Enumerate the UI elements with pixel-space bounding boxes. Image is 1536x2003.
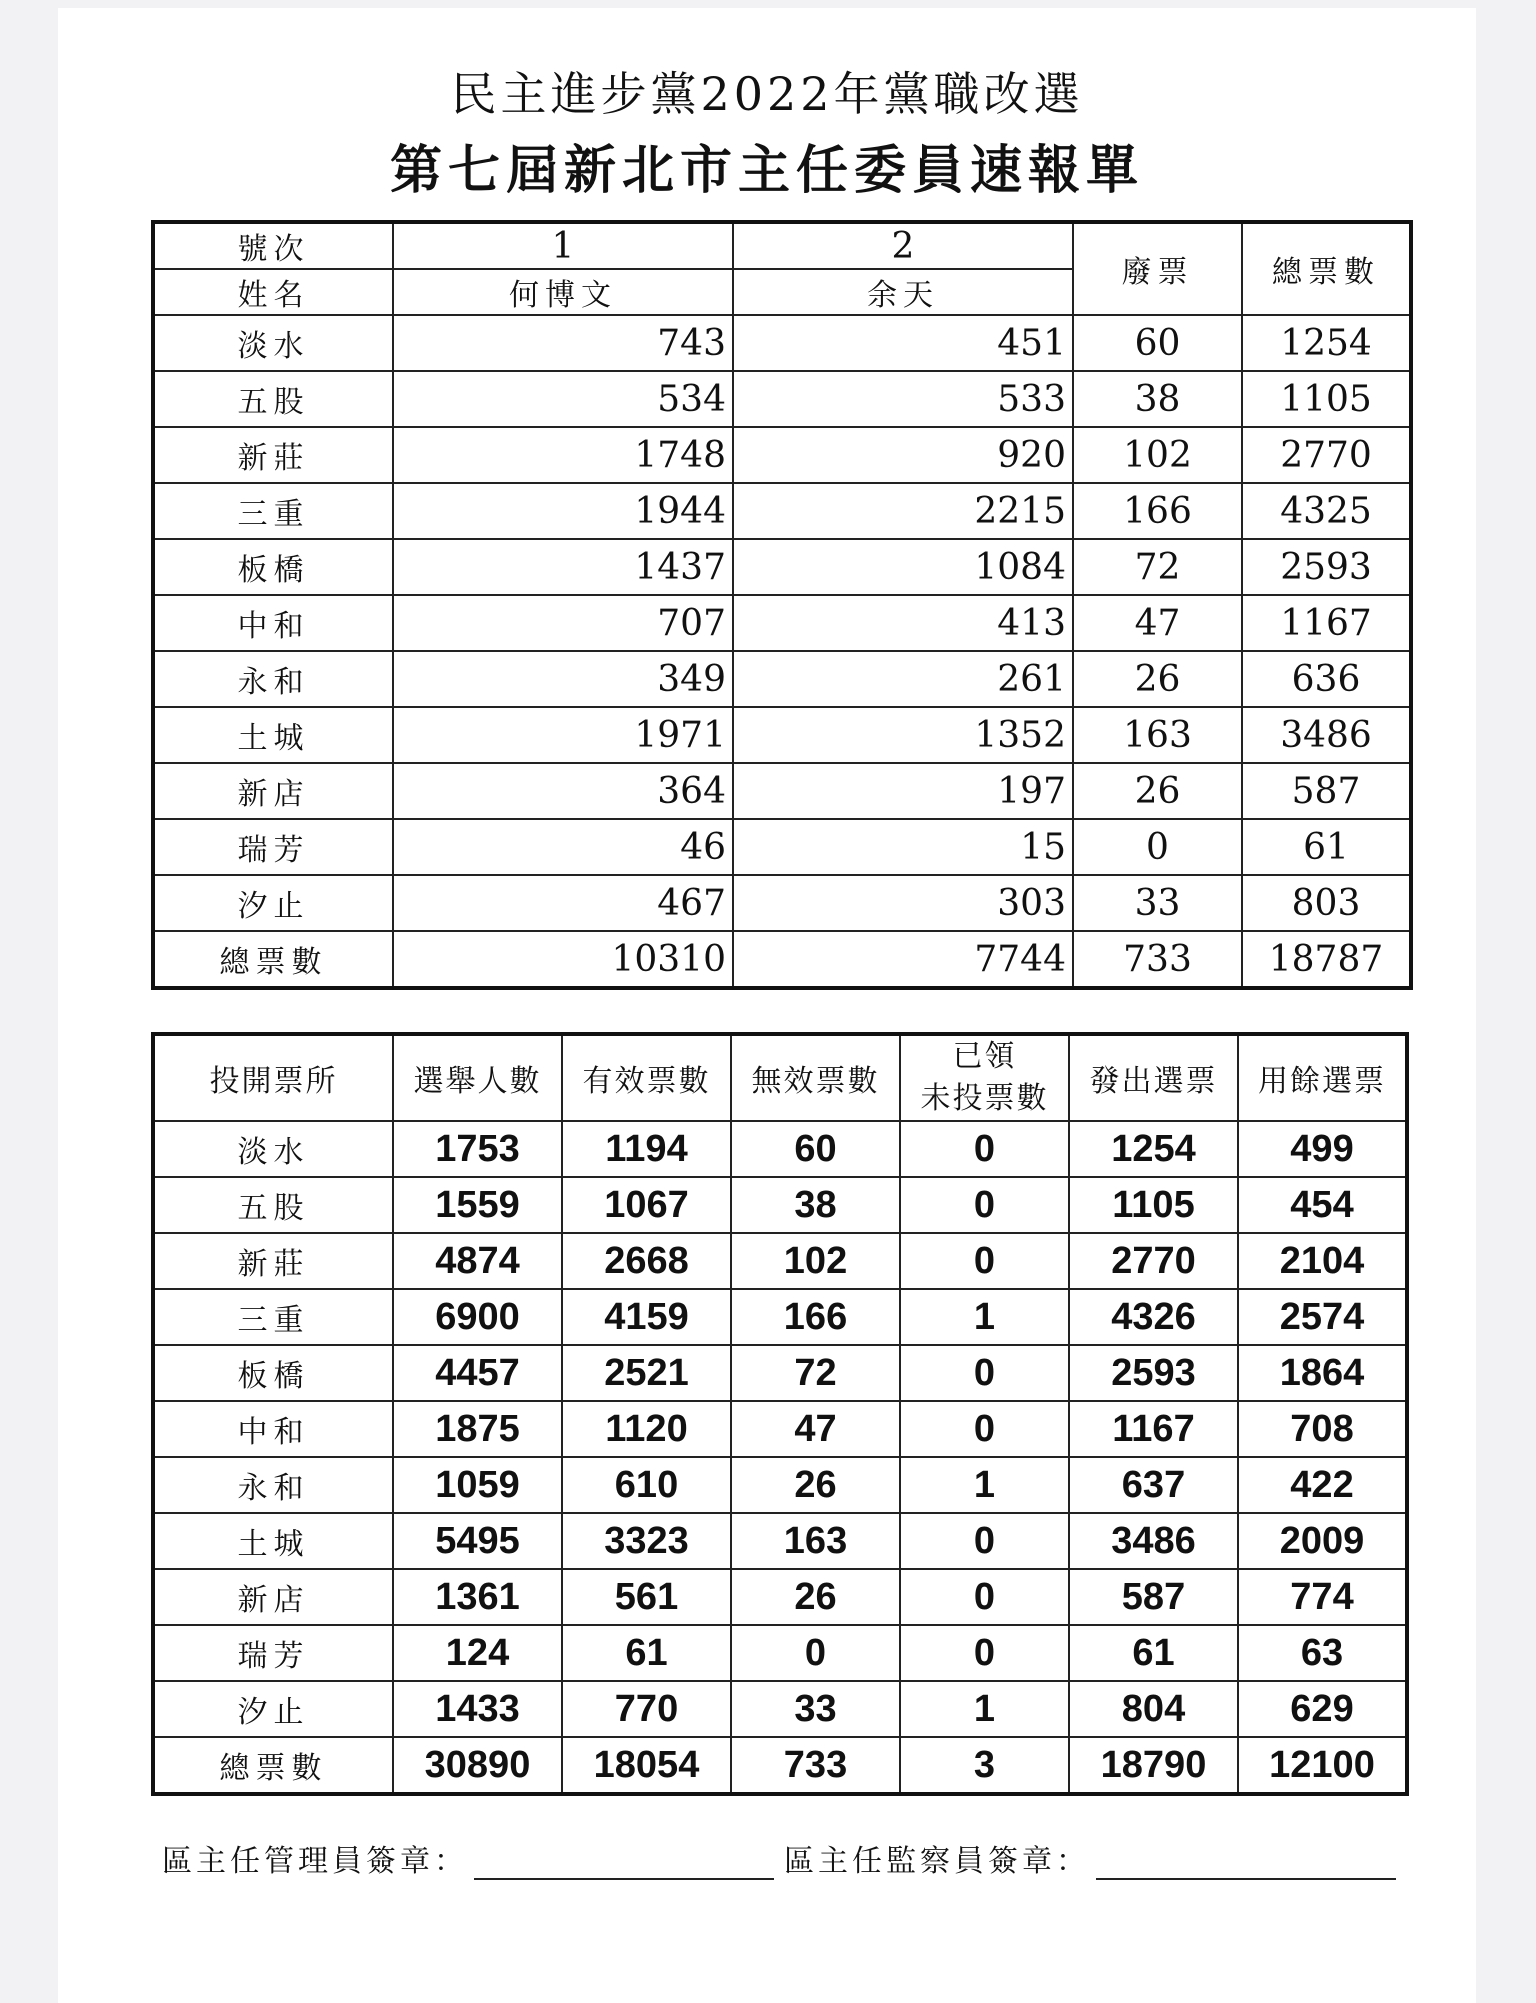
unvoted-cell: 0: [900, 1233, 1069, 1289]
unvoted-header-line1: 已領: [952, 1039, 1017, 1074]
issued-cell: 2770: [1069, 1233, 1238, 1289]
ballot-summary-table: [151, 1032, 1409, 1796]
total-votes: 2770: [1242, 427, 1411, 483]
unvoted-cell: 0: [900, 1401, 1069, 1457]
station-cell: 新莊: [153, 1233, 393, 1289]
supervisor-signature-label: 區主任監察員簽章：: [784, 1844, 1090, 1879]
table-row: [153, 315, 1411, 371]
total-votes: 587: [1242, 763, 1411, 819]
unvoted-cell: 0: [900, 1569, 1069, 1625]
invalid-votes: 163: [1073, 707, 1242, 763]
remaining-cell: 2009: [1238, 1513, 1407, 1569]
candidate1-number: 1: [393, 222, 733, 269]
voters-cell: 1059: [393, 1457, 562, 1513]
district-cell: 新店: [153, 763, 393, 819]
station-cell: 五股: [153, 1177, 393, 1233]
header-number-row: [153, 222, 1411, 269]
issued-cell: 2593: [1069, 1345, 1238, 1401]
candidate1-votes: 46: [393, 819, 733, 875]
candidate2-votes: 413: [733, 595, 1073, 651]
valid-cell: 1194: [562, 1121, 731, 1177]
invalid-votes: 733: [1073, 931, 1242, 988]
voters-cell: 4457: [393, 1345, 562, 1401]
invalid-cell: 163: [731, 1513, 900, 1569]
district-cell: 中和: [153, 595, 393, 651]
station-header: 投開票所: [153, 1034, 393, 1121]
invalid-cell: 72: [731, 1345, 900, 1401]
invalid-cell: 26: [731, 1569, 900, 1625]
valid-cell: 2521: [562, 1345, 731, 1401]
invalid-cell: 47: [731, 1401, 900, 1457]
district-cell: 新莊: [153, 427, 393, 483]
total-votes: 18787: [1242, 931, 1411, 988]
issued-cell: 637: [1069, 1457, 1238, 1513]
voters-cell: 30890: [393, 1737, 562, 1794]
candidate1-name: 何博文: [393, 269, 733, 315]
valid-header: 有效票數: [562, 1034, 731, 1121]
candidate2-votes: 15: [733, 819, 1073, 875]
admin-signature-label: 區主任管理員簽章：: [162, 1844, 468, 1879]
district-cell: 總票數: [153, 931, 393, 988]
remaining-cell: 629: [1238, 1681, 1407, 1737]
total-votes: 61: [1242, 819, 1411, 875]
unvoted-cell: 3: [900, 1737, 1069, 1794]
supervisor-signature: [784, 1836, 1396, 1880]
supervisor-signature-line[interactable]: [1096, 1848, 1396, 1880]
voters-cell: 1361: [393, 1569, 562, 1625]
remaining-cell: 1864: [1238, 1345, 1407, 1401]
valid-cell: 561: [562, 1569, 731, 1625]
admin-signature-line[interactable]: [474, 1848, 774, 1880]
voters-cell: 1559: [393, 1177, 562, 1233]
table-row: [153, 1569, 1407, 1625]
station-cell: 汐止: [153, 1681, 393, 1737]
invalid-cell: 26: [731, 1457, 900, 1513]
table-row: [153, 1289, 1407, 1345]
invalid-cell: 38: [731, 1177, 900, 1233]
unvoted-cell: 0: [900, 1121, 1069, 1177]
valid-cell: 4159: [562, 1289, 731, 1345]
station-cell: 三重: [153, 1289, 393, 1345]
table-row: [153, 1457, 1407, 1513]
voters-cell: 1875: [393, 1401, 562, 1457]
table-row: [153, 1233, 1407, 1289]
total-votes: 1254: [1242, 315, 1411, 371]
invalid-cell: 33: [731, 1681, 900, 1737]
candidate2-number: 2: [733, 222, 1073, 269]
table-row: [153, 819, 1411, 875]
candidate2-votes: 1352: [733, 707, 1073, 763]
remaining-cell: 2104: [1238, 1233, 1407, 1289]
table-row: [153, 875, 1411, 931]
table-row: [153, 1625, 1407, 1681]
issued-cell: 1105: [1069, 1177, 1238, 1233]
unvoted-header: [900, 1034, 1069, 1121]
district-cell: 板橋: [153, 539, 393, 595]
table-row: [153, 1513, 1407, 1569]
name-label: 姓名: [153, 269, 393, 315]
valid-cell: 18054: [562, 1737, 731, 1794]
candidate2-votes: 533: [733, 371, 1073, 427]
voters-cell: 124: [393, 1625, 562, 1681]
table-row: [153, 371, 1411, 427]
invalid-votes: 102: [1073, 427, 1242, 483]
table-row: [153, 595, 1411, 651]
candidate2-votes: 1084: [733, 539, 1073, 595]
voters-header: 選舉人數: [393, 1034, 562, 1121]
remaining-cell: 2574: [1238, 1289, 1407, 1345]
report-sheet: [58, 8, 1476, 2003]
invalid-cell: 733: [731, 1737, 900, 1794]
candidate2-votes: 197: [733, 763, 1073, 819]
voters-cell: 1433: [393, 1681, 562, 1737]
valid-cell: 1067: [562, 1177, 731, 1233]
candidate2-votes: 303: [733, 875, 1073, 931]
total-votes: 803: [1242, 875, 1411, 931]
station-cell: 永和: [153, 1457, 393, 1513]
unvoted-header-line2: 未投票數: [920, 1081, 1049, 1116]
unvoted-cell: 0: [900, 1177, 1069, 1233]
total-votes: 2593: [1242, 539, 1411, 595]
remaining-cell: 422: [1238, 1457, 1407, 1513]
district-cell: 土城: [153, 707, 393, 763]
issued-header: 發出選票: [1069, 1034, 1238, 1121]
total-votes: 3486: [1242, 707, 1411, 763]
unvoted-cell: 1: [900, 1289, 1069, 1345]
unvoted-cell: 1: [900, 1681, 1069, 1737]
summary-header-row: [153, 1034, 1407, 1121]
voters-cell: 1753: [393, 1121, 562, 1177]
candidate1-votes: 349: [393, 651, 733, 707]
invalid-votes: 0: [1073, 819, 1242, 875]
invalid-cell: 60: [731, 1121, 900, 1177]
candidate1-votes: 10310: [393, 931, 733, 988]
invalid-votes: 60: [1073, 315, 1242, 371]
table-row: [153, 1681, 1407, 1737]
table-row: [153, 539, 1411, 595]
station-cell: 總票數: [153, 1737, 393, 1794]
station-cell: 瑞芳: [153, 1625, 393, 1681]
invalid-label: 廢票: [1073, 222, 1242, 315]
invalid-votes: 47: [1073, 595, 1242, 651]
candidate1-votes: 534: [393, 371, 733, 427]
invalid-cell: 0: [731, 1625, 900, 1681]
candidate2-votes: 261: [733, 651, 1073, 707]
candidate1-votes: 1748: [393, 427, 733, 483]
unvoted-cell: 1: [900, 1457, 1069, 1513]
total-votes: 1105: [1242, 371, 1411, 427]
valid-cell: 61: [562, 1625, 731, 1681]
remaining-cell: 63: [1238, 1625, 1407, 1681]
issued-cell: 4326: [1069, 1289, 1238, 1345]
table-row: [153, 483, 1411, 539]
candidate1-votes: 743: [393, 315, 733, 371]
invalid-votes: 26: [1073, 763, 1242, 819]
table-row: [153, 1345, 1407, 1401]
candidate1-votes: 1944: [393, 483, 733, 539]
station-cell: 中和: [153, 1401, 393, 1457]
station-cell: 板橋: [153, 1345, 393, 1401]
number-label: 號次: [153, 222, 393, 269]
unvoted-cell: 0: [900, 1625, 1069, 1681]
valid-cell: 1120: [562, 1401, 731, 1457]
candidate2-votes: 920: [733, 427, 1073, 483]
issued-cell: 3486: [1069, 1513, 1238, 1569]
table-row: [153, 427, 1411, 483]
total-votes: 636: [1242, 651, 1411, 707]
table-row: [153, 651, 1411, 707]
candidate2-votes: 7744: [733, 931, 1073, 988]
station-cell: 淡水: [153, 1121, 393, 1177]
valid-cell: 2668: [562, 1233, 731, 1289]
issued-cell: 18790: [1069, 1737, 1238, 1794]
admin-signature: [162, 1836, 774, 1880]
total-votes: 1167: [1242, 595, 1411, 651]
table-row: [153, 1177, 1407, 1233]
remaining-cell: 12100: [1238, 1737, 1407, 1794]
report-title: 第七屆新北市主任委員速報單: [389, 140, 1144, 201]
district-cell: 永和: [153, 651, 393, 707]
unvoted-cell: 0: [900, 1345, 1069, 1401]
remaining-header: 用餘選票: [1238, 1034, 1407, 1121]
valid-cell: 610: [562, 1457, 731, 1513]
table-row: [153, 707, 1411, 763]
district-cell: 淡水: [153, 315, 393, 371]
candidate1-votes: 1437: [393, 539, 733, 595]
issued-cell: 61: [1069, 1625, 1238, 1681]
remaining-cell: 499: [1238, 1121, 1407, 1177]
remaining-cell: 774: [1238, 1569, 1407, 1625]
report-subtitle: 民主進步黨2022年黨職改選: [450, 67, 1084, 121]
candidate2-votes: 451: [733, 315, 1073, 371]
invalid-votes: 26: [1073, 651, 1242, 707]
candidate-vote-table: [151, 220, 1413, 990]
invalid-cell: 166: [731, 1289, 900, 1345]
invalid-header: 無效票數: [731, 1034, 900, 1121]
total-votes: 4325: [1242, 483, 1411, 539]
invalid-votes: 33: [1073, 875, 1242, 931]
voters-cell: 6900: [393, 1289, 562, 1345]
candidate1-votes: 1971: [393, 707, 733, 763]
voters-cell: 4874: [393, 1233, 562, 1289]
table-row: [153, 1737, 1407, 1794]
issued-cell: 587: [1069, 1569, 1238, 1625]
table-row: [153, 763, 1411, 819]
invalid-votes: 166: [1073, 483, 1242, 539]
invalid-votes: 72: [1073, 539, 1242, 595]
candidate1-votes: 364: [393, 763, 733, 819]
district-cell: 汐止: [153, 875, 393, 931]
invalid-votes: 38: [1073, 371, 1242, 427]
valid-cell: 770: [562, 1681, 731, 1737]
table-row: [153, 931, 1411, 988]
district-cell: 三重: [153, 483, 393, 539]
voters-cell: 5495: [393, 1513, 562, 1569]
district-cell: 五股: [153, 371, 393, 427]
table-row: [153, 1401, 1407, 1457]
issued-cell: 804: [1069, 1681, 1238, 1737]
invalid-cell: 102: [731, 1233, 900, 1289]
district-cell: 瑞芳: [153, 819, 393, 875]
unvoted-cell: 0: [900, 1513, 1069, 1569]
station-cell: 新店: [153, 1569, 393, 1625]
issued-cell: 1167: [1069, 1401, 1238, 1457]
total-label: 總票數: [1242, 222, 1411, 315]
remaining-cell: 708: [1238, 1401, 1407, 1457]
candidate1-votes: 707: [393, 595, 733, 651]
issued-cell: 1254: [1069, 1121, 1238, 1177]
table-row: [153, 1121, 1407, 1177]
station-cell: 土城: [153, 1513, 393, 1569]
candidate2-votes: 2215: [733, 483, 1073, 539]
remaining-cell: 454: [1238, 1177, 1407, 1233]
valid-cell: 3323: [562, 1513, 731, 1569]
candidate2-name: 余天: [733, 269, 1073, 315]
candidate1-votes: 467: [393, 875, 733, 931]
